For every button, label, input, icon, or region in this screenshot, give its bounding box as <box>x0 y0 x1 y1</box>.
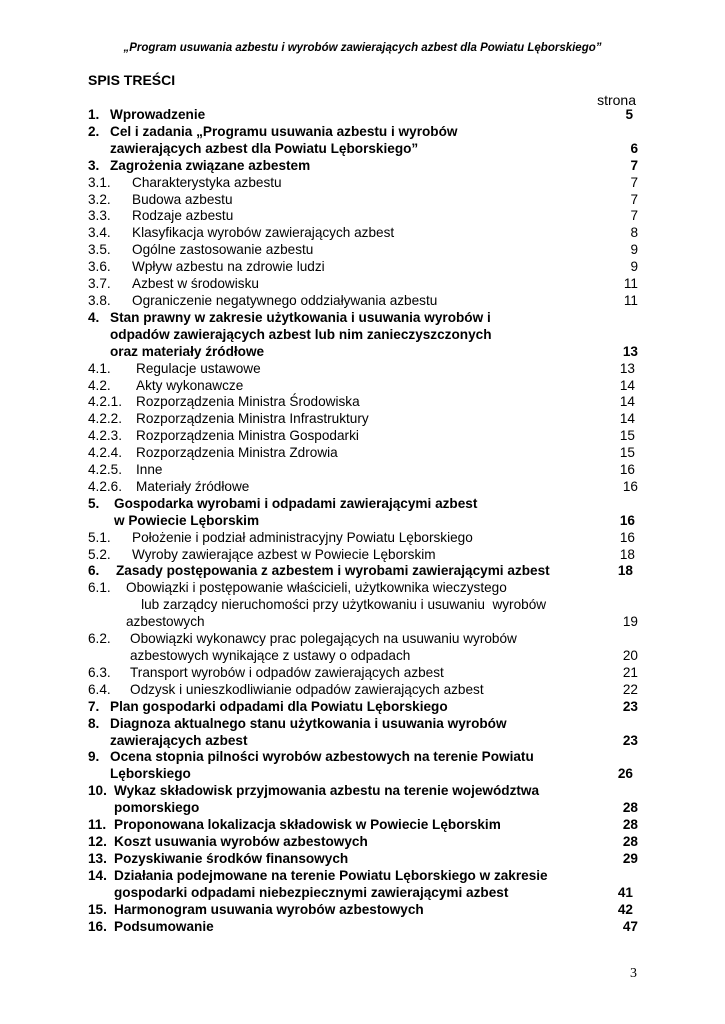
toc-entry <box>88 259 638 276</box>
toc-entry-text: Rodzaje azbestu <box>132 208 234 224</box>
toc-entry-page: 15 <box>619 445 635 461</box>
toc-entry-number: 4.2.3. <box>88 428 123 444</box>
toc-entry-text: Plan gospodarki odpadami dla Powiatu Lęborskiego <box>110 698 448 714</box>
toc-entry-text: Pozyskiwanie środków finansowych <box>114 850 349 866</box>
toc-entry <box>88 462 638 479</box>
toc-entry-text: lub zarządcy nieruchomości przy użytkowaniu i usuwaniu wyrobów <box>126 597 547 613</box>
toc-entry-text: gospodarki odpadami niebezpiecznymi zawierającymi azbest <box>114 884 509 900</box>
toc-entry <box>88 208 638 225</box>
toc-entry <box>88 699 638 716</box>
toc-entry-page: 14 <box>619 394 635 410</box>
toc-entry-text: Rozporządzenia Ministra Środowiska <box>136 394 360 410</box>
toc-entry-page: 19 <box>622 614 638 630</box>
toc-entry-page: 47 <box>622 918 638 934</box>
toc-entry-page: 7 <box>630 191 638 207</box>
toc-entry-text: Proponowana lokalizacja składowisk w Powiecie Lęborskim <box>114 817 501 833</box>
toc-entry <box>88 175 638 192</box>
toc-entry-text: zawierających azbest <box>110 732 248 748</box>
toc-entry-page: 28 <box>622 800 638 816</box>
toc-entry-text: azbestowych <box>126 614 205 630</box>
toc-entry-page: 13 <box>622 343 638 359</box>
toc-entry-page: 6 <box>630 140 638 156</box>
toc-entry-number: 4.2.4. <box>88 445 123 461</box>
toc-entry-text: Obowiązki i postępowanie właścicieli, użytkownika wieczystego <box>126 580 507 596</box>
toc-entry-number: 8. <box>88 715 100 731</box>
running-header: „Program usuwania azbestu i wyrobów zawierających azbest dla Powiatu Lęborskiego” <box>123 42 602 54</box>
toc-entry <box>88 547 638 564</box>
toc-entry-page: 23 <box>622 732 638 748</box>
toc-entry-page: 28 <box>622 817 638 833</box>
toc-entry-page: 29 <box>622 850 638 866</box>
toc-entry-page: 20 <box>622 648 638 663</box>
toc-entry <box>88 716 638 750</box>
toc-entry-page: 18 <box>617 563 633 579</box>
toc-entry-page: 14 <box>619 411 635 427</box>
toc-entry-text: Podsumowanie <box>114 918 214 934</box>
toc-entry-text: Zasady postępowania z azbestem i wyrobami zawierającymi azbest <box>116 563 550 579</box>
toc-entry <box>88 919 638 936</box>
toc-entry-page: 7 <box>630 208 638 224</box>
toc-entry <box>88 428 638 445</box>
toc-entry <box>88 107 638 124</box>
toc-entry-number: 3.1. <box>88 174 111 190</box>
toc-entry-number: 12. <box>88 833 107 849</box>
toc-entry-text: w Powiecie Lęborskim <box>114 512 260 528</box>
toc-entry-text: Wykaz składowisk przyjmowania azbestu na terenie województwa <box>114 783 540 799</box>
toc-entry-text: Rozporządzenia Ministra Zdrowia <box>136 445 338 461</box>
toc-entry-page: 28 <box>622 833 638 849</box>
toc-entry <box>88 665 638 682</box>
toc-entry-page: 15 <box>619 428 635 444</box>
toc-entry-text: Regulacje ustawowe <box>136 360 261 376</box>
toc-entry-text: Wyroby zawierające azbest w Powiecie Lęborskim <box>132 546 436 562</box>
toc-entry-page: 11 <box>623 276 638 292</box>
toc-entry-text: Klasyfikacja wyrobów zawierających azbest <box>132 225 395 241</box>
toc-entry-page: 18 <box>619 546 635 562</box>
toc-entry <box>88 817 638 834</box>
toc-entry-page: 16 <box>619 512 635 528</box>
toc-entry-number: 2. <box>88 123 100 139</box>
toc-entry-number: 15. <box>88 901 107 917</box>
toc-entry <box>88 378 638 395</box>
toc-entry <box>88 868 638 902</box>
toc-entry <box>88 192 638 209</box>
toc-entry-text: Transport wyrobów i odpadów zawierających azbest <box>130 664 444 680</box>
toc-entry-number: 11. <box>88 817 107 833</box>
toc-entry-text: Ograniczenie negatywnego oddziaływania azbestu <box>132 292 438 308</box>
toc-entry-text: odpadów zawierających azbest lub nim zanieczyszczonych <box>110 326 492 342</box>
toc-entry-number: 5.2. <box>88 546 111 562</box>
toc-entry-text: Azbest w środowisku <box>132 276 259 292</box>
toc-entry-text: Gospodarka wyrobami i odpadami zawierającymi azbest <box>114 495 478 511</box>
toc-entry-page: 21 <box>622 664 638 680</box>
toc-entry-number: 3.4. <box>88 225 111 241</box>
toc-entry-number: 16. <box>88 918 107 934</box>
toc-entry <box>88 310 638 361</box>
toc-entry <box>88 225 638 242</box>
toc-entry <box>88 361 638 378</box>
toc-entry-text: Odzysk i unieszkodliwianie odpadów zawierających azbest <box>130 681 484 697</box>
toc-entry-text: Cel i zadania „Programu usuwania azbestu i wyrobów <box>110 123 458 139</box>
toc-entry-text: pomorskiego <box>114 800 200 816</box>
toc-entry-text: Inne <box>136 462 163 478</box>
toc-title: SPIS TREŚCI <box>88 72 176 88</box>
toc-entry <box>88 682 638 699</box>
toc-entry-number: 1. <box>88 107 100 122</box>
toc-entry-page: 14 <box>619 377 635 393</box>
toc-entry <box>88 242 638 259</box>
toc-entry-number: 4.1. <box>88 360 111 376</box>
toc-entry-page: 16 <box>622 478 638 494</box>
toc-entry-number: 9. <box>88 749 100 765</box>
table-of-contents <box>88 107 638 935</box>
toc-entry-text: Harmonogram usuwania wyrobów azbestowych <box>114 901 424 917</box>
toc-entry-page: 9 <box>630 259 638 275</box>
toc-entry-number: 3.2. <box>88 191 111 207</box>
page-column-label: strona <box>597 92 636 108</box>
toc-entry-text: azbestowych wynikające z ustawy o odpadach <box>130 648 411 663</box>
toc-entry <box>88 783 638 817</box>
toc-entry-text: Ogólne zastosowanie azbestu <box>132 242 314 258</box>
toc-entry-page: 13 <box>619 360 635 376</box>
toc-entry-page: 42 <box>617 901 633 917</box>
toc-entry-text: Rozporządzenia Ministra Gospodarki <box>136 428 359 444</box>
toc-entry-page: 9 <box>630 242 638 258</box>
toc-entry-text: Lęborskiego <box>110 766 191 782</box>
toc-entry-number: 4. <box>88 309 100 325</box>
toc-entry <box>88 902 638 919</box>
toc-entry-number: 4.2. <box>88 377 111 393</box>
toc-entry-text: Wpływ azbestu na zdrowie ludzi <box>132 259 325 275</box>
toc-entry-number: 7. <box>88 698 100 714</box>
toc-entry-number: 6.2. <box>88 631 111 647</box>
toc-entry-number: 3.5. <box>88 242 111 258</box>
toc-entry <box>88 530 638 547</box>
toc-entry <box>88 124 638 158</box>
toc-entry <box>88 563 638 580</box>
toc-entry <box>88 631 638 665</box>
toc-entry <box>88 580 638 631</box>
toc-entry <box>88 293 638 310</box>
toc-entry-page: 16 <box>619 529 635 545</box>
toc-entry <box>88 851 638 868</box>
toc-entry-text: Rozporządzenia Ministra Infrastruktury <box>136 411 369 427</box>
toc-entry-number: 4.2.2. <box>88 411 123 427</box>
toc-entry-text: Diagnoza aktualnego stanu użytkowania i usuwania wyrobów <box>110 715 507 731</box>
toc-entry-page: 26 <box>617 766 633 782</box>
toc-entry-number: 4.2.5. <box>88 462 123 478</box>
toc-entry-text: Materiały źródłowe <box>136 478 250 494</box>
toc-entry-number: 3.8. <box>88 292 111 308</box>
toc-entry-number: 3.3. <box>88 208 111 224</box>
toc-entry-page: 16 <box>619 462 635 478</box>
toc-entry-number: 4.2.6. <box>88 478 123 494</box>
toc-entry-page: 41 <box>617 884 633 900</box>
toc-entry-number: 6.1. <box>88 580 111 596</box>
toc-entry-number: 13. <box>88 850 107 866</box>
toc-entry-text: Działania podejmowane na terenie Powiatu Lęborskiego w zakresie <box>114 867 548 883</box>
toc-entry-text: Położenie i podział administracyjny Powiatu Lęborskiego <box>132 529 473 545</box>
toc-entry-page: 23 <box>622 698 638 714</box>
page-number: 3 <box>630 966 637 981</box>
toc-entry <box>88 411 638 428</box>
toc-entry-text: Stan prawny w zakresie użytkowania i usuwania wyrobów i <box>110 309 491 325</box>
toc-entry-text: Charakterystyka azbestu <box>132 174 282 190</box>
toc-entry <box>88 276 638 293</box>
toc-entry-number: 14. <box>88 867 107 883</box>
toc-entry-text: zawierających azbest dla Powiatu Lęborskiego” <box>110 140 419 156</box>
toc-entry-text: Obowiązki wykonawcy prac polegających na usuwaniu wyrobów <box>130 631 517 647</box>
toc-entry <box>88 834 638 851</box>
toc-entry <box>88 158 638 175</box>
toc-entry-text: Koszt usuwania wyrobów azbestowych <box>114 833 368 849</box>
toc-entry-page: 22 <box>622 681 638 697</box>
toc-entry-text: Zagrożenia związane azbestem <box>110 157 311 173</box>
toc-entry-number: 3.7. <box>88 276 111 292</box>
toc-entry-text: Budowa azbestu <box>132 191 233 207</box>
toc-entry-number: 6.3. <box>88 664 111 680</box>
toc-entry-number: 3. <box>88 157 100 173</box>
toc-entry <box>88 479 638 496</box>
toc-entry <box>88 394 638 411</box>
toc-entry-page: 7 <box>630 174 638 190</box>
toc-entry-number: 10. <box>88 783 107 799</box>
toc-entry-number: 4.2.1. <box>88 394 123 410</box>
toc-entry-page: 11 <box>623 292 638 308</box>
toc-entry-text: oraz materiały źródłowe <box>110 343 265 359</box>
toc-entry <box>88 749 638 783</box>
toc-entry-number: 6. <box>88 563 100 579</box>
toc-entry <box>88 445 638 462</box>
toc-entry-page: 7 <box>630 157 638 173</box>
toc-entry-number: 6.4. <box>88 681 111 697</box>
toc-entry-page: 5 <box>625 107 633 122</box>
toc-entry <box>88 496 638 530</box>
toc-entry-text: Ocena stopnia pilności wyrobów azbestowych na terenie Powiatu <box>110 749 534 765</box>
toc-entry-text: Akty wykonawcze <box>136 377 244 393</box>
toc-entry-page: 8 <box>630 225 638 241</box>
toc-entry-number: 3.6. <box>88 259 111 275</box>
toc-entry-text: Wprowadzenie <box>110 107 206 122</box>
toc-entry-number: 5. <box>88 495 100 511</box>
toc-entry-number: 5.1. <box>88 529 111 545</box>
